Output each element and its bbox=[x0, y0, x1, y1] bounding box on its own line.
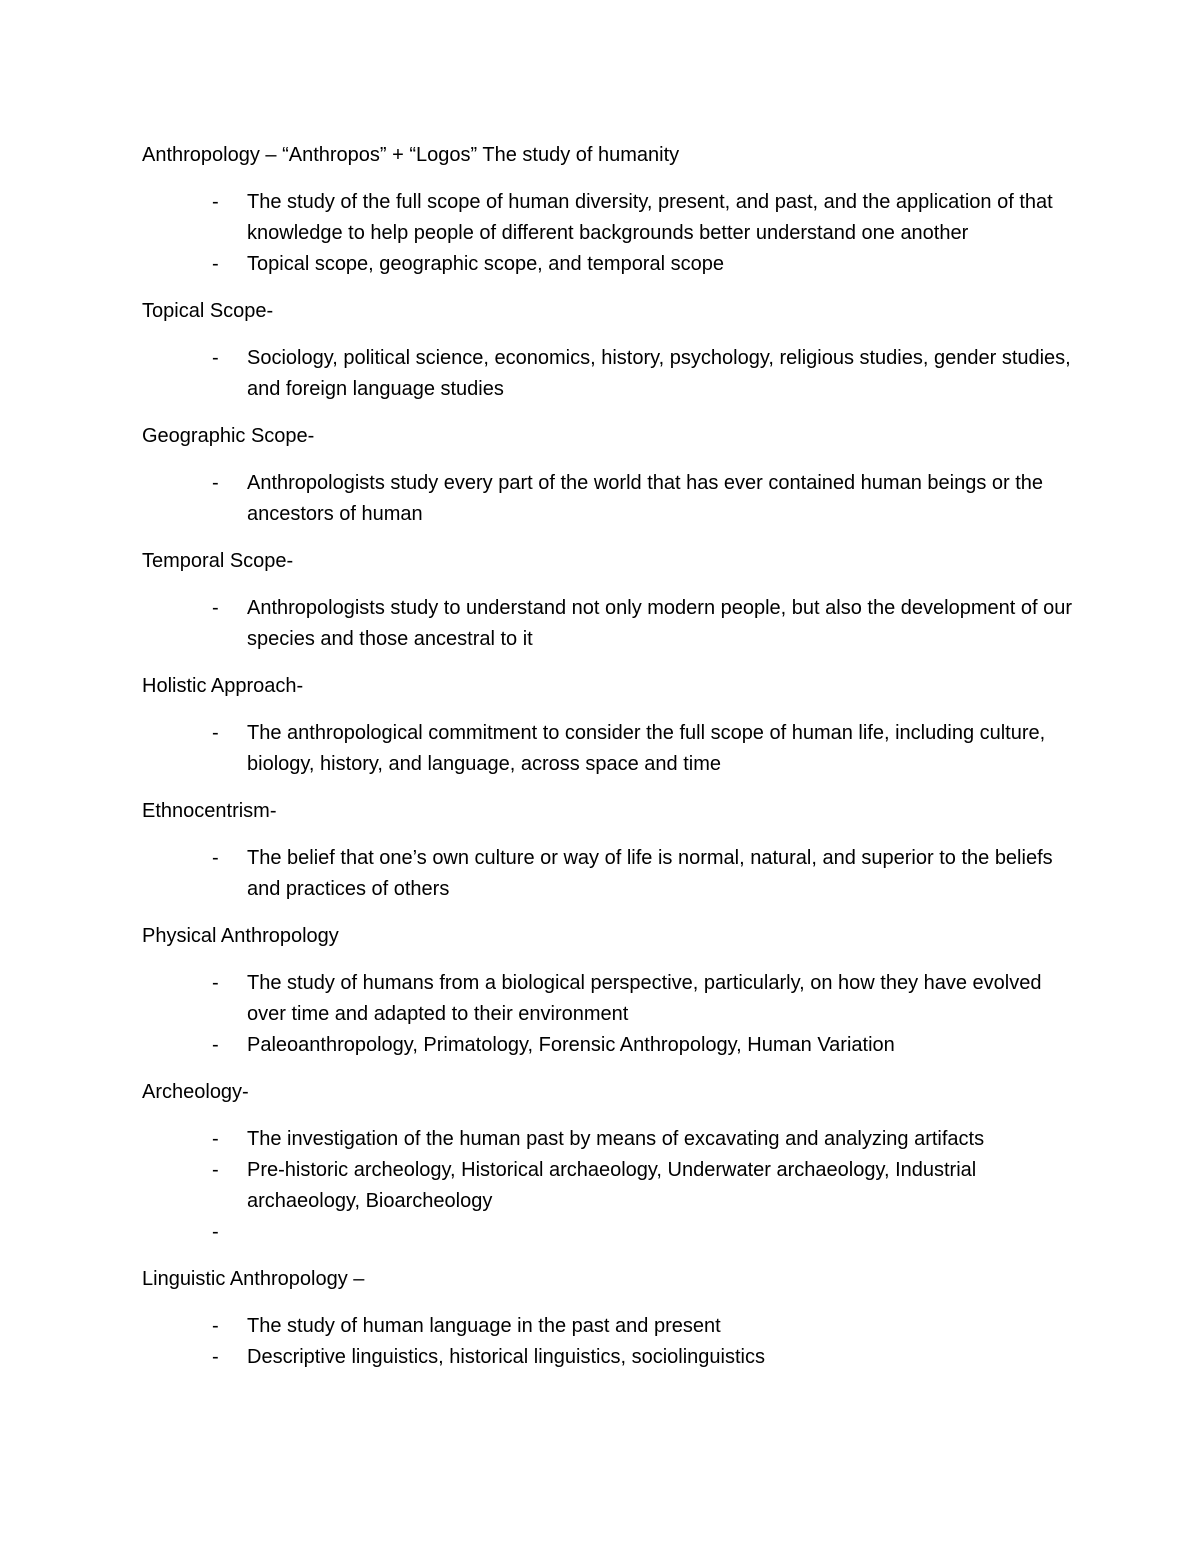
list-item bbox=[142, 718, 1072, 780]
bullet-list bbox=[142, 593, 1072, 655]
section-topical-scope bbox=[142, 296, 1072, 405]
section-heading: Topical Scope- bbox=[142, 300, 274, 322]
section-heading: Archeology- bbox=[142, 1081, 249, 1103]
bullet-dash: - bbox=[212, 1221, 219, 1243]
section-physical-anthropology bbox=[142, 921, 1072, 1061]
bullet-dash: - bbox=[212, 972, 219, 994]
list-item-text: The anthropological commitment to consider the full scope of human life, including culture, biology, history, and language, across space and time bbox=[247, 722, 1046, 775]
bullet-list bbox=[142, 718, 1072, 780]
list-item-text: Anthropologists study to understand not only modern people, but also the development of our species and those ancestral to it bbox=[247, 597, 1072, 650]
section-heading: Anthropology – “Anthropos” + “Logos” The study of humanity bbox=[142, 144, 680, 166]
bullet-dash: - bbox=[212, 1128, 219, 1150]
bullet-dash: - bbox=[212, 347, 219, 369]
bullet-dash: - bbox=[212, 1159, 219, 1181]
bullet-list bbox=[142, 843, 1072, 905]
section-holistic-approach bbox=[142, 671, 1072, 780]
list-item bbox=[142, 1311, 1072, 1342]
bullet-list bbox=[142, 468, 1072, 530]
section-temporal-scope bbox=[142, 546, 1072, 655]
list-item-text: Topical scope, geographic scope, and temporal scope bbox=[247, 253, 724, 275]
section-archeology bbox=[142, 1077, 1072, 1248]
bullet-dash: - bbox=[212, 472, 219, 494]
list-item-text: Anthropologists study every part of the world that has ever contained human beings or the ancestors of human bbox=[247, 472, 1044, 525]
section-heading: Temporal Scope- bbox=[142, 550, 294, 572]
list-item bbox=[142, 1155, 1072, 1217]
bullet-dash: - bbox=[212, 191, 219, 213]
list-item-text: The study of the full scope of human diversity, present, and past, and the application of that knowledge to help people of different backgrounds better understand one another bbox=[247, 191, 1053, 244]
bullet-dash: - bbox=[212, 722, 219, 744]
list-item-text: The study of humans from a biological perspective, particularly, on how they have evolved over time and adapted to their environment bbox=[247, 972, 1042, 1025]
section-anthropology bbox=[142, 140, 1072, 280]
list-item bbox=[142, 1030, 1072, 1061]
section-ethnocentrism bbox=[142, 796, 1072, 905]
section-heading: Physical Anthropology bbox=[142, 925, 339, 947]
list-item bbox=[142, 968, 1072, 1030]
list-item-text: Sociology, political science, economics, history, psychology, religious studies, gender studies, and foreign language studies bbox=[247, 347, 1071, 400]
list-item bbox=[142, 1124, 1072, 1155]
bullet-dash: - bbox=[212, 1315, 219, 1337]
document-page bbox=[142, 140, 1072, 1389]
bullet-list bbox=[142, 1124, 1072, 1248]
list-item bbox=[142, 593, 1072, 655]
bullet-dash: - bbox=[212, 253, 219, 275]
list-item bbox=[142, 343, 1072, 405]
list-item bbox=[142, 1217, 1072, 1248]
bullet-dash: - bbox=[212, 597, 219, 619]
section-geographic-scope bbox=[142, 421, 1072, 530]
list-item-text: The study of human language in the past and present bbox=[247, 1315, 721, 1337]
list-item-text: Descriptive linguistics, historical linguistics, sociolinguistics bbox=[247, 1346, 765, 1368]
list-item-text: The investigation of the human past by means of excavating and analyzing artifacts bbox=[247, 1128, 985, 1150]
bullet-dash: - bbox=[212, 847, 219, 869]
bullet-list bbox=[142, 343, 1072, 405]
section-heading: Geographic Scope- bbox=[142, 425, 315, 447]
bullet-dash: - bbox=[212, 1034, 219, 1056]
bullet-list bbox=[142, 187, 1072, 280]
list-item bbox=[142, 249, 1072, 280]
bullet-list bbox=[142, 968, 1072, 1061]
list-item bbox=[142, 1342, 1072, 1373]
bullet-dash: - bbox=[212, 1346, 219, 1368]
bullet-list bbox=[142, 1311, 1072, 1373]
list-item-text: Paleoanthropology, Primatology, Forensic Anthropology, Human Variation bbox=[247, 1034, 895, 1056]
list-item-text: The belief that one’s own culture or way of life is normal, natural, and superior to the beliefs and practices of others bbox=[247, 847, 1053, 900]
section-heading: Holistic Approach- bbox=[142, 675, 304, 697]
section-heading: Linguistic Anthropology – bbox=[142, 1268, 365, 1290]
list-item-text: Pre-historic archeology, Historical archaeology, Underwater archaeology, Industrial archaeology, Bioarcheology bbox=[247, 1159, 977, 1212]
section-linguistic-anthropology bbox=[142, 1264, 1072, 1373]
list-item bbox=[142, 843, 1072, 905]
section-heading: Ethnocentrism- bbox=[142, 800, 277, 822]
list-item bbox=[142, 187, 1072, 249]
list-item bbox=[142, 468, 1072, 530]
